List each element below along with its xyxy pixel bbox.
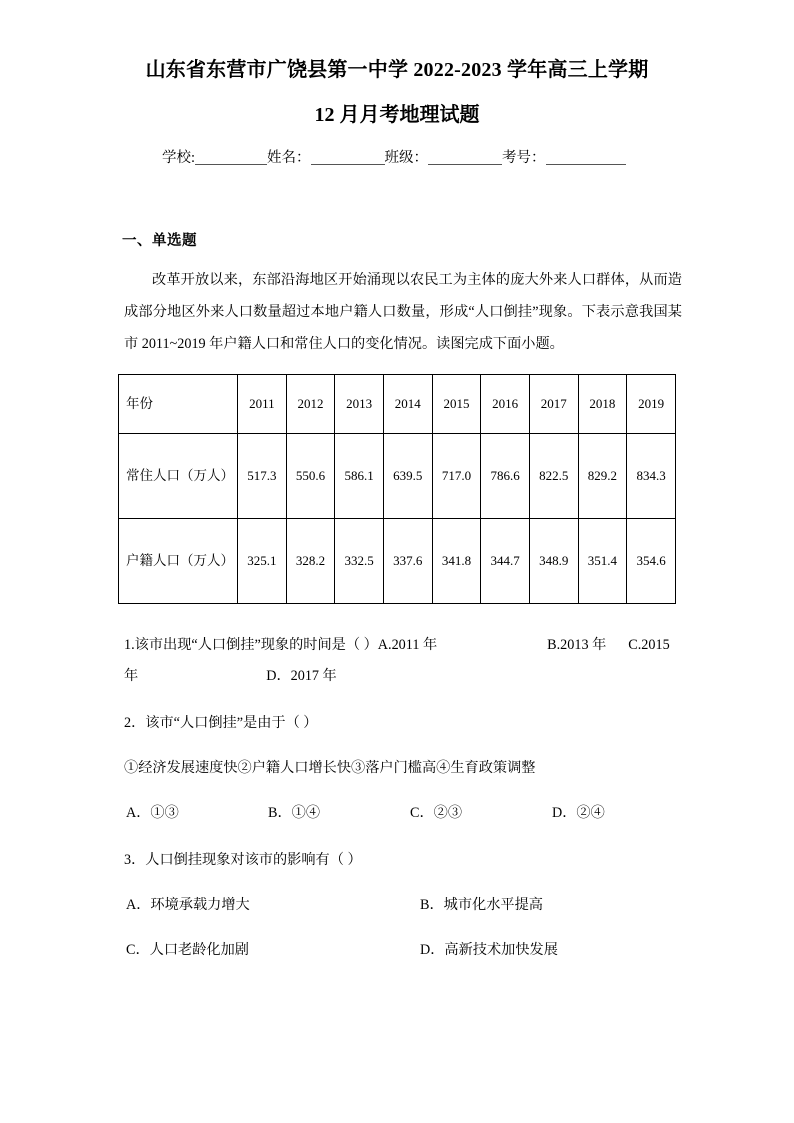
- question-1-option-d[interactable]: D．2017 年: [266, 668, 337, 685]
- question-2-option-d[interactable]: D．②④: [552, 805, 605, 822]
- question-3: [124, 845, 694, 966]
- question-3-option-d[interactable]: D．高新技术加快发展: [420, 942, 558, 959]
- school-field[interactable]: [162, 150, 267, 166]
- exam-number-label: 考号：: [502, 150, 546, 166]
- table-cell: 639.5: [383, 434, 432, 519]
- question-2-option-c[interactable]: C．②③: [410, 805, 463, 822]
- page-title-line-2: 12 月月考地理试题: [314, 104, 480, 126]
- table-cell: 348.9: [529, 519, 578, 604]
- table-header-cell: 2015: [432, 375, 481, 434]
- table-header-cell: 2014: [383, 375, 432, 434]
- exam-number-field[interactable]: [502, 150, 626, 166]
- class-field[interactable]: [385, 150, 503, 166]
- question-1-option-c[interactable]: C.2015: [628, 637, 670, 654]
- question-3-option-a[interactable]: A．环境承载力增大: [126, 897, 250, 914]
- school-input-rule[interactable]: [195, 164, 267, 165]
- table-header-cell: 2019: [627, 375, 676, 434]
- population-data-table-wrapper: [0, 374, 794, 604]
- table-cell: 325.1: [238, 519, 287, 604]
- class-label: 班级：: [384, 150, 429, 166]
- table-cell: 517.3: [238, 434, 287, 519]
- table-header-cell: 2017: [529, 375, 578, 434]
- question-1-option-c-wrap: 年: [124, 668, 139, 685]
- table-row-label: 户籍人口（万人）: [119, 519, 238, 604]
- school-label: 学校:: [162, 150, 196, 166]
- question-3-option-b[interactable]: B．城市化水平提高: [420, 897, 543, 914]
- question-3-options-row-1: [124, 890, 694, 921]
- population-data-table: [118, 374, 676, 604]
- table-header-cell: 2013: [335, 375, 384, 434]
- table-cell: 337.6: [383, 519, 432, 604]
- question-2-items: ①经济发展速度快②户籍人口增长快③落户门槛高④生育政策调整: [124, 760, 536, 777]
- table-cell: 344.7: [481, 519, 530, 604]
- table-row-label: 常住人口（万人）: [119, 434, 238, 519]
- question-3-option-c[interactable]: C．人口老龄化加剧: [126, 942, 249, 959]
- table-cell: 586.1: [335, 434, 384, 519]
- question-1-stem-line: [124, 630, 694, 661]
- table-cell: 351.4: [578, 519, 627, 604]
- table-cell: 328.2: [286, 519, 335, 604]
- question-2-options: [124, 798, 694, 829]
- name-input-rule[interactable]: [311, 164, 385, 165]
- class-input-rule[interactable]: [428, 164, 502, 165]
- table-row: [119, 519, 676, 604]
- question-1: [124, 630, 694, 692]
- question-1-stem-line-2: [124, 661, 694, 692]
- table-cell: 829.2: [578, 434, 627, 519]
- question-2: [124, 708, 694, 829]
- question-3-options-row-2: [124, 935, 694, 966]
- student-identity-fields: [0, 150, 794, 167]
- question-2-option-a[interactable]: A．①③: [126, 805, 179, 822]
- name-field[interactable]: [267, 150, 385, 166]
- table-cell: 786.6: [481, 434, 530, 519]
- table-cell: 550.6: [286, 434, 335, 519]
- spacer: [124, 835, 694, 845]
- question-3-stem: 3．人口倒挂现象对该市的影响有（ ）: [124, 852, 362, 869]
- question-1-stem: 1.该市出现“人口倒挂”现象的时间是（ ）A.2011 年: [124, 637, 438, 654]
- table-row: [119, 434, 676, 519]
- table-header-row: [119, 375, 676, 434]
- table-corner-header: 年份: [119, 375, 238, 434]
- table-header-cell: 2018: [578, 375, 627, 434]
- page-title-line-1: 山东省东营市广饶县第一中学 2022-2023 学年高三上学期: [145, 59, 649, 81]
- section-heading-single-choice: 一、单选题: [122, 233, 197, 250]
- table-header-cell: 2016: [481, 375, 530, 434]
- table-cell: 332.5: [335, 519, 384, 604]
- table-header-cell: 2011: [238, 375, 287, 434]
- table-cell: 717.0: [432, 434, 481, 519]
- question-2-stem: 2．该市“人口倒挂”是由于（ ）: [124, 715, 318, 732]
- question-1-option-b[interactable]: B.2013 年: [547, 637, 607, 654]
- table-cell: 822.5: [529, 434, 578, 519]
- exam-number-input-rule[interactable]: [546, 164, 626, 165]
- name-label: 姓名：: [267, 150, 311, 166]
- table-cell: 834.3: [627, 434, 676, 519]
- question-passage: 改革开放以来，东部沿海地区开始涌现以农民工为主体的庞大外来人口群体，从而造成部分地区外来人口数量超过本地户籍人口数量，形成“人口倒挂”现象。下表示意我国某市 2011~2019 年户籍人口和常住人口的变化情况。读图完成下面小题。: [124, 272, 682, 353]
- table-cell: 341.8: [432, 519, 481, 604]
- table-header-cell: 2012: [286, 375, 335, 434]
- table-cell: 354.6: [627, 519, 676, 604]
- spacer: [124, 698, 694, 708]
- question-2-option-b[interactable]: B．①④: [268, 805, 321, 822]
- questions-container: [0, 630, 794, 966]
